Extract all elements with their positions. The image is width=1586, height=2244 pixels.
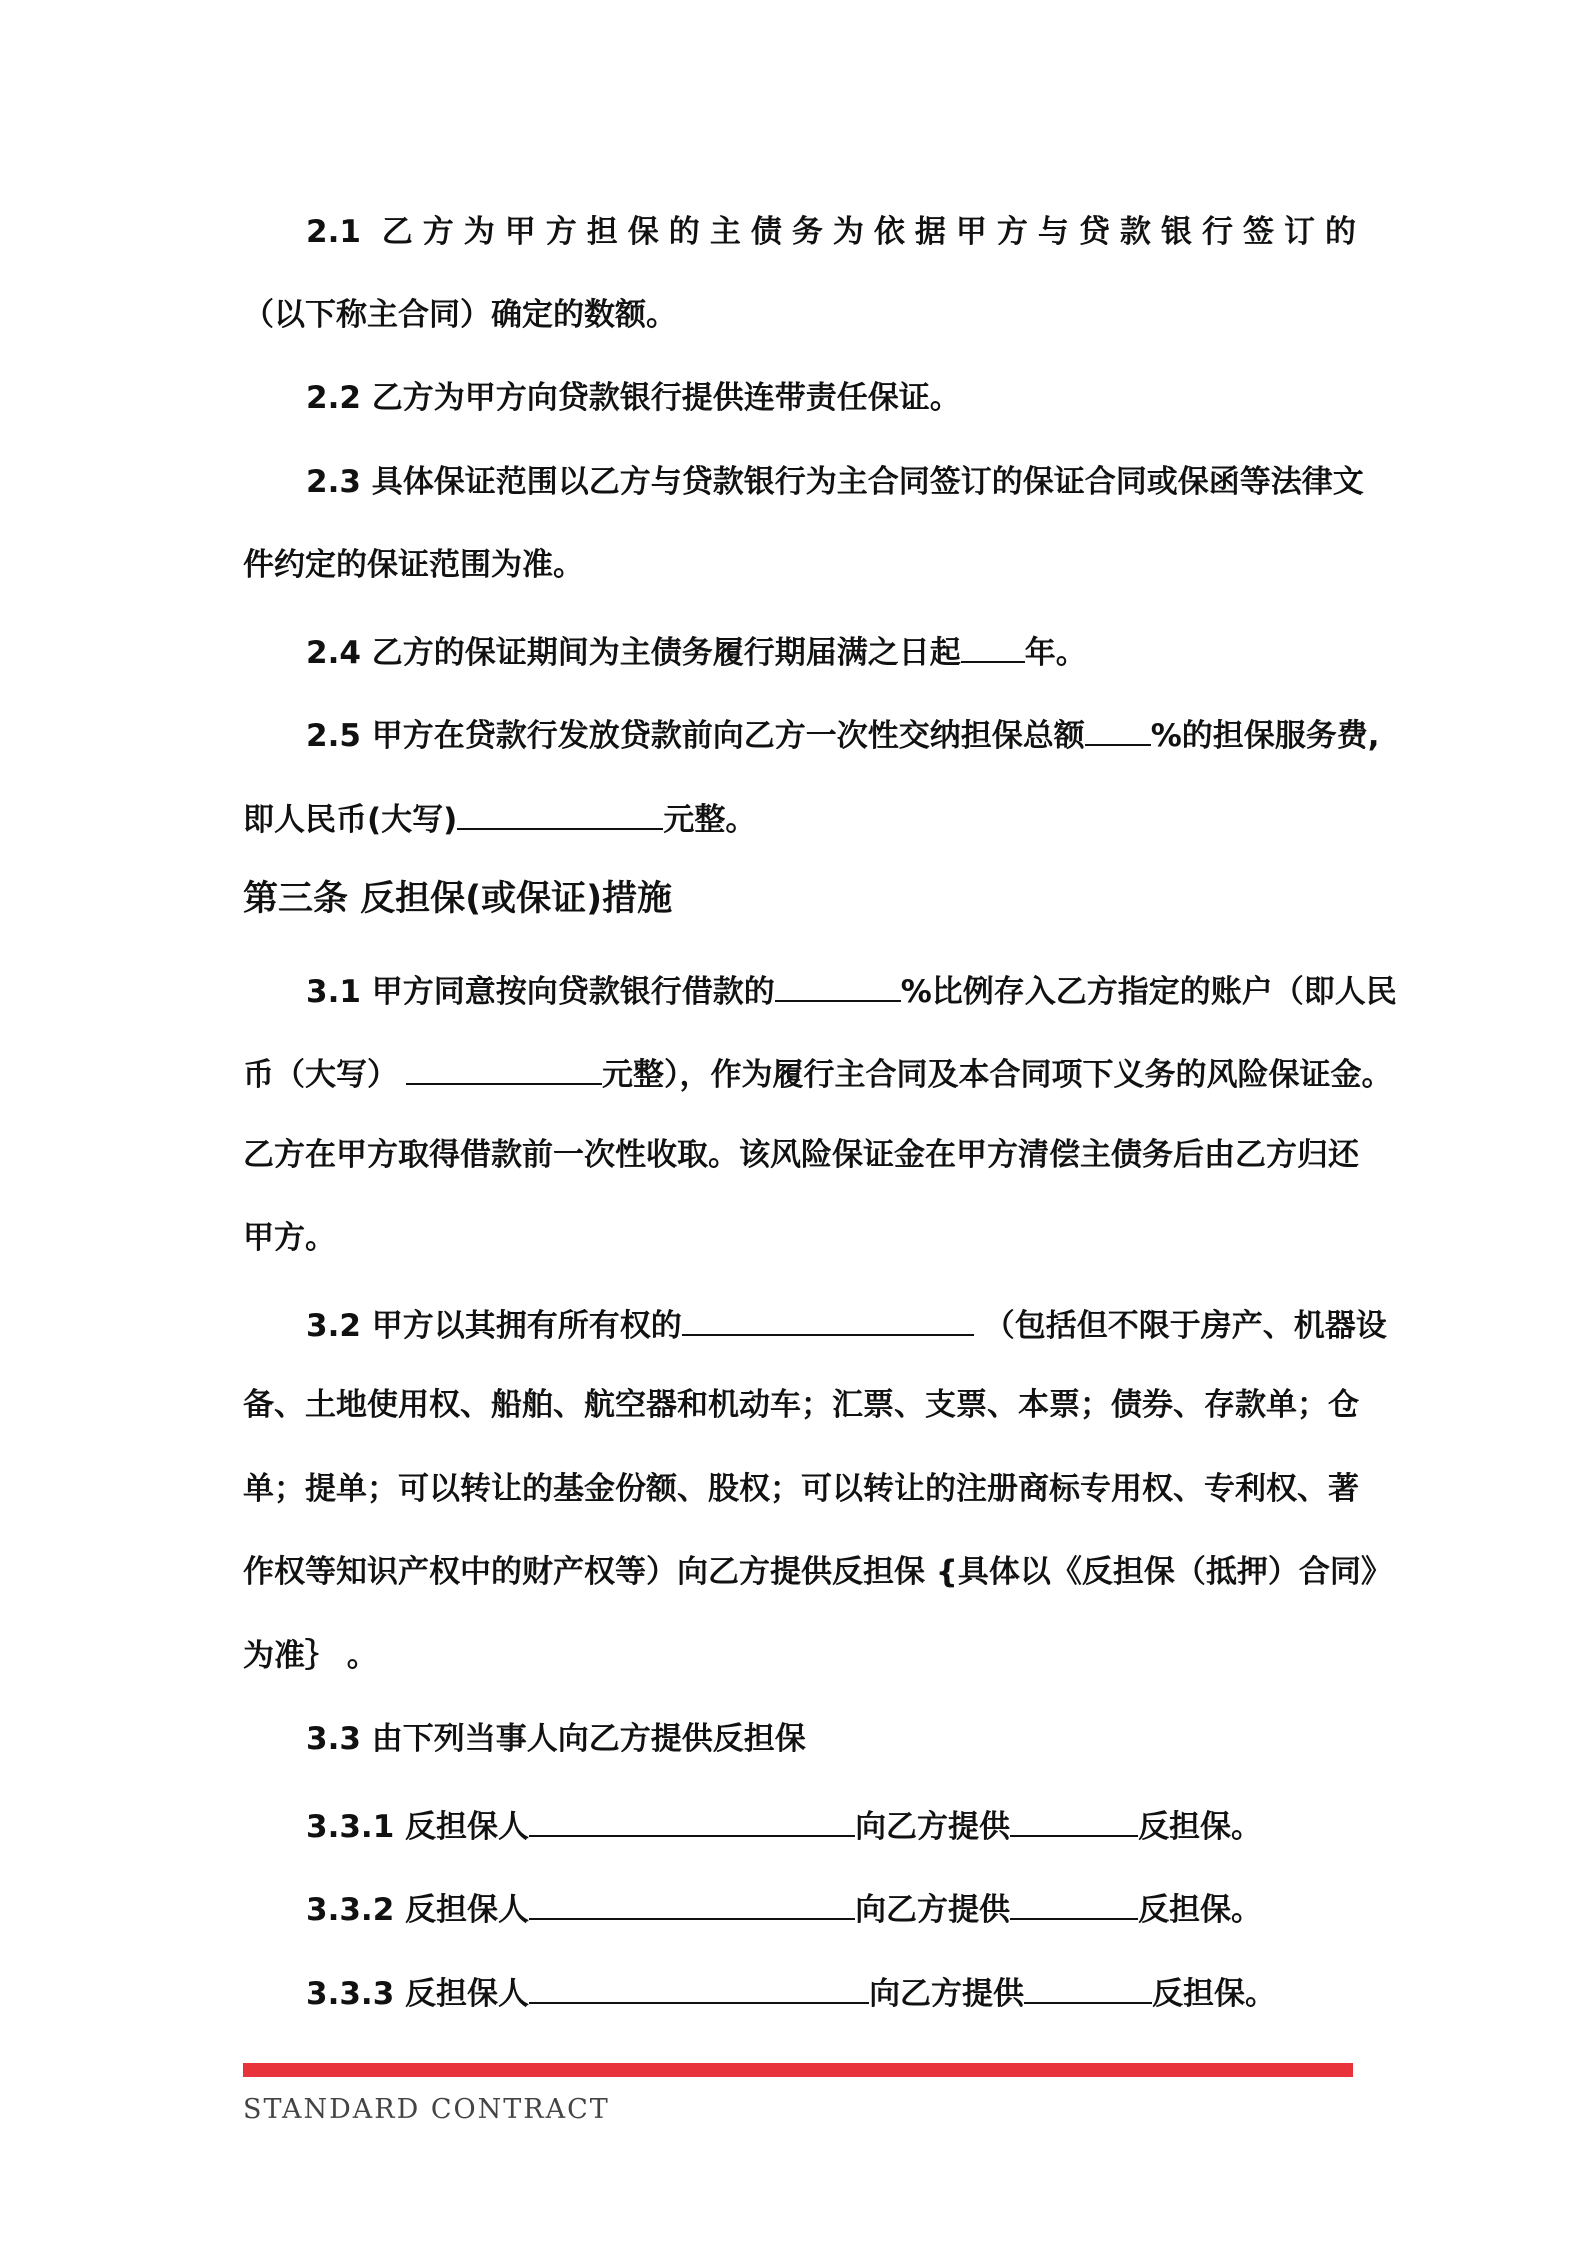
clause-3-3-3-tail: 反担保。 xyxy=(1152,1976,1277,2012)
article-3-heading: 第三条 反担保(或保证)措施 xyxy=(243,879,673,919)
clause-2-5-rmb: 即人民币(大写) xyxy=(243,802,458,838)
clause-3-1-line-4: 甲方。 xyxy=(243,1220,336,1256)
clause-3-3-2-tail: 反担保。 xyxy=(1138,1892,1263,1928)
clause-3-3-2-mid: 向乙方提供 xyxy=(855,1892,1011,1928)
clause-3-2-line-4: 作权等知识产权中的财产权等）向乙方提供反担保 {具体以《反担保（抵押）合同》 xyxy=(243,1554,1392,1590)
blank-guarantee-years[interactable] xyxy=(961,629,1025,663)
clause-3-3-1-label: 3.3.1 反担保人 xyxy=(306,1809,530,1845)
clause-2-5-line-2 xyxy=(243,796,756,840)
blank-deposit-amount[interactable] xyxy=(406,1051,602,1085)
clause-3-1-rmb: 币（大写） xyxy=(243,1057,398,1093)
clause-3-3-1 xyxy=(306,1803,1262,1847)
blank-fee-amount[interactable] xyxy=(457,796,663,830)
blank-counter-guarantee-3[interactable] xyxy=(1024,1970,1152,2004)
clause-3-2-line-1 xyxy=(306,1302,1387,1346)
blank-fee-percent[interactable] xyxy=(1085,712,1151,746)
blank-counter-guarantee-2[interactable] xyxy=(1010,1886,1138,1920)
clause-3-3-3-label: 3.3.3 反担保人 xyxy=(306,1976,530,2012)
blank-counter-guarantor-1[interactable] xyxy=(529,1803,855,1837)
clause-2-4 xyxy=(306,629,1087,673)
clause-2-3-line-1: 2.3 具体保证范围以乙方与贷款银行为主合同签订的保证合同或保函等法律文 xyxy=(306,464,1364,500)
clause-3-2-line-3: 单；提单；可以转让的基金份额、股权；可以转让的注册商标专用权、专利权、著 xyxy=(243,1471,1359,1507)
blank-deposit-percent[interactable] xyxy=(775,968,901,1002)
clause-3-1-line-2 xyxy=(243,1051,1393,1095)
clause-3-1-line-3: 乙方在甲方取得借款前一次性收取。该风险保证金在甲方清偿主债务后由乙方归还 xyxy=(243,1137,1359,1173)
clause-3-1-percent: %比例存入乙方指定的账户（即人民 xyxy=(900,974,1397,1010)
blank-counter-guarantor-2[interactable] xyxy=(529,1886,855,1920)
clause-3-3-3 xyxy=(306,1970,1276,2014)
blank-counter-guarantor-3[interactable] xyxy=(529,1970,869,2004)
clause-3-2-scope: （包括但不限于房产、机器设 xyxy=(983,1308,1387,1344)
clause-2-2: 2.2 乙方为甲方向贷款银行提供连带责任保证。 xyxy=(306,380,961,416)
clause-3-1-text: 3.1 甲方同意按向贷款银行借款的 xyxy=(306,974,775,1010)
blank-counter-guarantee-1[interactable] xyxy=(1010,1803,1138,1837)
clause-2-5-tail: 元整。 xyxy=(663,802,757,838)
clause-3-3-1-tail: 反担保。 xyxy=(1138,1809,1263,1845)
footer-accent-bar xyxy=(243,2063,1353,2077)
clause-3-3-2-label: 3.3.2 反担保人 xyxy=(306,1892,530,1928)
clause-2-5-line-1 xyxy=(306,712,1380,756)
clause-3-3-1-mid: 向乙方提供 xyxy=(855,1809,1011,1845)
footer-label: STANDARD CONTRACT xyxy=(243,2094,610,2125)
blank-collateral[interactable] xyxy=(682,1302,974,1336)
clause-3-3-2 xyxy=(306,1886,1262,1930)
clause-3-2-line-5: 为准｝ 。 xyxy=(243,1638,378,1674)
clause-2-5-text: 2.5 甲方在贷款行发放贷款前向乙方一次性交纳担保总额 xyxy=(306,718,1085,754)
clause-3-1-tail: 元整），作为履行主合同及本合同项下义务的风险保证金。 xyxy=(602,1057,1393,1093)
clause-2-4-tail: 年。 xyxy=(1024,635,1087,671)
clause-3-3: 3.3 由下列当事人向乙方提供反担保 xyxy=(306,1721,806,1757)
clause-3-2-text: 3.2 甲方以其拥有所有权的 xyxy=(306,1308,682,1344)
clause-2-4-text: 2.4 乙方的保证期间为主债务履行期届满之日起 xyxy=(306,635,961,671)
clause-2-1-line-1: 2.1 乙方为甲方担保的主债务为依据甲方与贷款银行签订的 xyxy=(306,214,1356,250)
clause-3-2-line-2: 备、土地使用权、船舶、航空器和机动车；汇票、支票、本票；债券、存款单；仓 xyxy=(243,1387,1359,1423)
clause-2-1-line-2: （以下称主合同）确定的数额。 xyxy=(243,297,677,333)
clause-2-5-percent: %的担保服务费, xyxy=(1150,718,1380,754)
clause-3-1-line-1 xyxy=(306,968,1397,1012)
clause-2-3-line-2: 件约定的保证范围为准。 xyxy=(243,547,584,583)
clause-3-3-3-mid: 向乙方提供 xyxy=(869,1976,1025,2012)
